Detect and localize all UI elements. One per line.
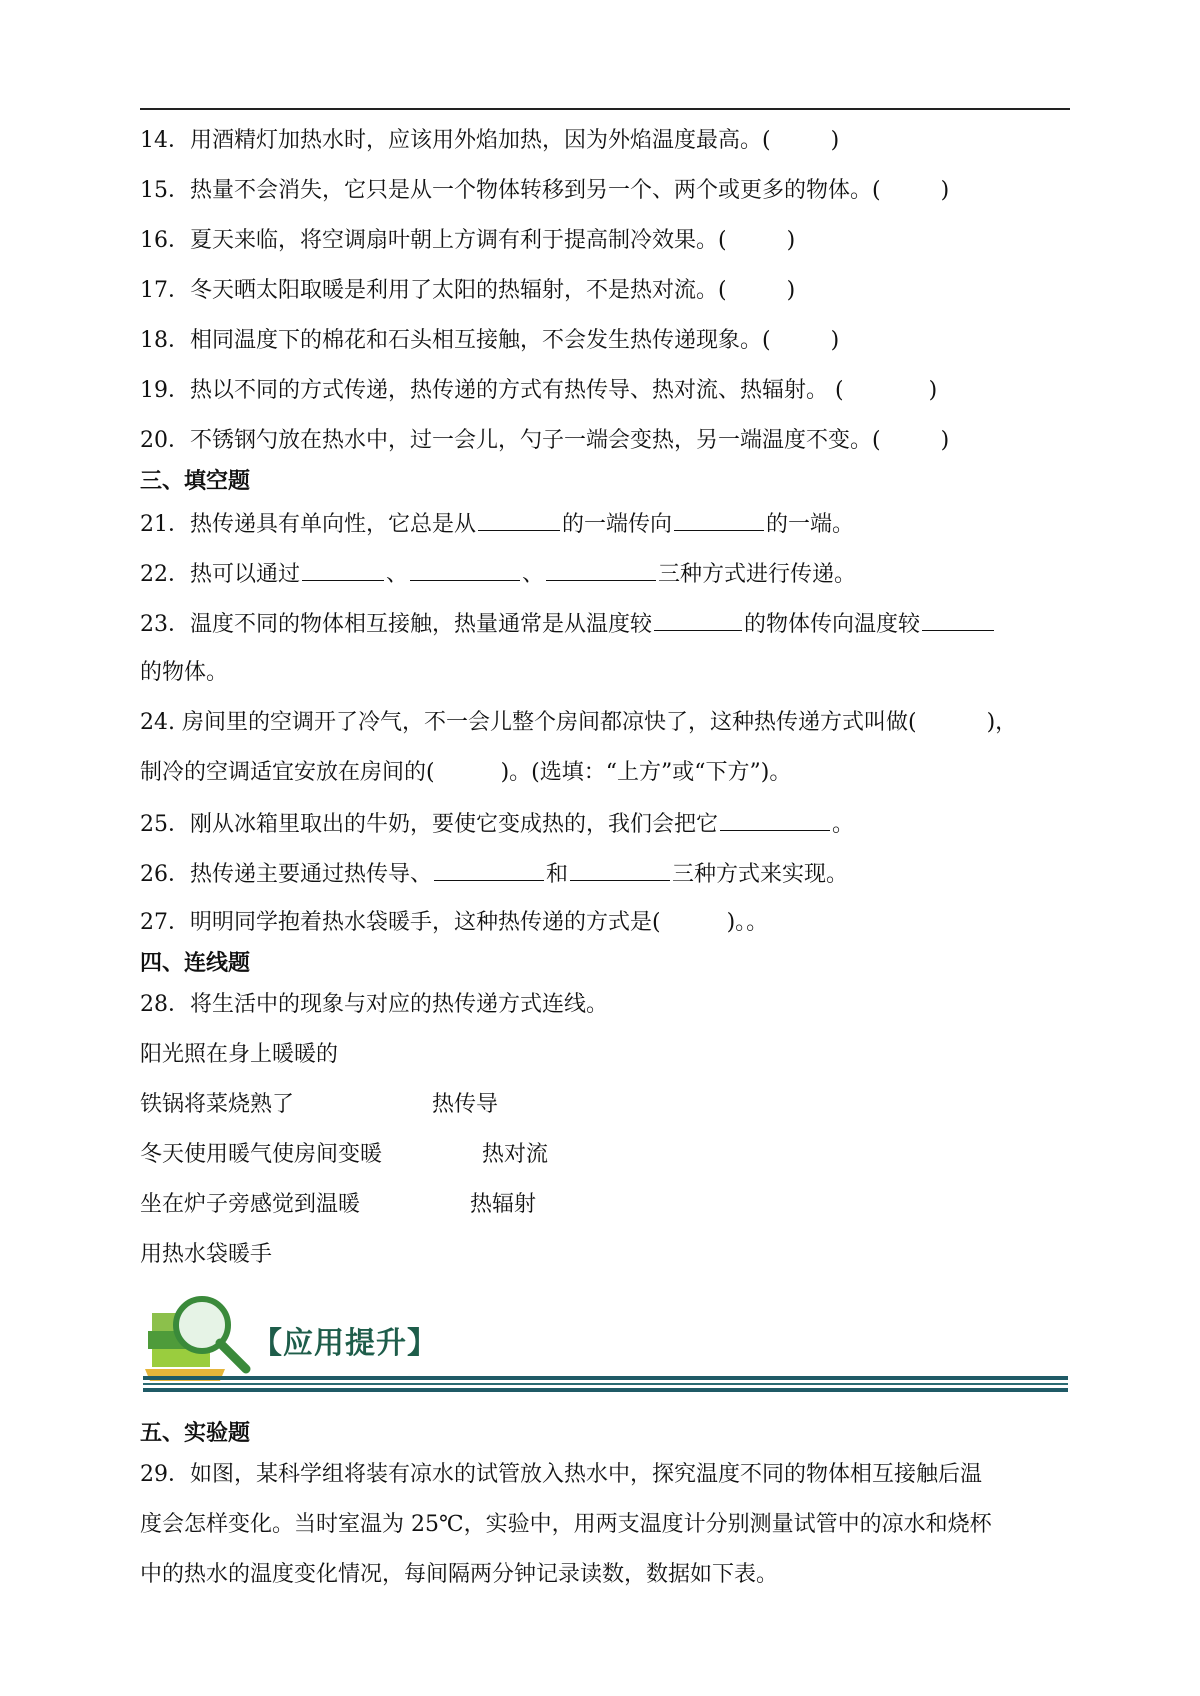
question-29-line2: 度会怎样变化。当时室温为 25℃，实验中，用两支温度计分别测量试管中的凉水和烧杯 xyxy=(140,1512,992,1537)
matching-left-item: 坐在炉子旁感觉到温暖 xyxy=(140,1192,361,1217)
question-22: 22．热可以通过 、 、 三种方式进行传递。 xyxy=(140,558,1070,590)
question-28-prompt: 28．将生活中的现象与对应的热传递方式连线。 xyxy=(140,992,608,1017)
question-15: 15．热量不会消失，它只是从一个物体转移到另一个、两个或更多的物体。( ) xyxy=(140,178,950,203)
question-26: 26．热传递主要通过热传导、 和 三种方式来实现。 xyxy=(140,858,1070,890)
question-16: 16．夏天来临，将空调扇叶朝上方调有利于提高制冷效果。( ) xyxy=(140,228,796,253)
matching-left-item: 冬天使用暖气使房间变暖 xyxy=(140,1142,383,1167)
matching-left-item: 用热水袋暖手 xyxy=(140,1242,273,1267)
banner-title: 【应用提升】 xyxy=(252,1326,438,1361)
matching-left-item: 阳光照在身上暖暖的 xyxy=(140,1042,339,1067)
section-title-experiment: 五、实验题 xyxy=(140,1420,251,1446)
matching-right-item: 热传导 xyxy=(432,1092,499,1117)
section-title-fill-blank: 三、填空题 xyxy=(140,468,251,494)
question-23-line1: 23．温度不同的物体相互接触，热量通常是从温度较 的物体传向温度较 xyxy=(140,608,1070,640)
question-21: 21．热传递具有单向性，它总是从 的一端传向 的一端。 xyxy=(140,508,1070,540)
section-title-matching: 四、连线题 xyxy=(140,950,251,976)
matching-right-item: 热辐射 xyxy=(470,1192,537,1217)
question-20: 20．不锈钢勺放在热水中，过一会儿，勺子一端会变热，另一端温度不变。( ) xyxy=(140,428,950,453)
question-27: 27．明明同学抱着热水袋暖手，这种热传递的方式是( )。。 xyxy=(140,910,769,935)
question-19: 19．热以不同的方式传递，热传递的方式有热传导、热对流、热辐射。 ( ) xyxy=(140,378,938,403)
question-14: 14．用酒精灯加热水时，应该用外焰加热，因为外焰温度最高。( ) xyxy=(140,128,840,153)
question-24-line1: 24. 房间里的空调开了冷气，不一会儿整个房间都凉快了，这种热传递方式叫做( )， xyxy=(140,710,1018,735)
question-29-line1: 29．如图，某科学组将装有凉水的试管放入热水中，探究温度不同的物体相互接触后温 xyxy=(140,1462,982,1487)
question-25: 25．刚从冰箱里取出的牛奶，要使它变成热的，我们会把它 。 xyxy=(140,808,1070,840)
matching-right-item: 热对流 xyxy=(482,1142,549,1167)
question-18: 18．相同温度下的棉花和石头相互接触，不会发生热传递现象。( ) xyxy=(140,328,840,353)
top-rule xyxy=(140,108,1070,110)
question-17: 17．冬天晒太阳取暖是利用了太阳的热辐射，不是热对流。( ) xyxy=(140,278,796,303)
question-24-line2: 制冷的空调适宜安放在房间的( )。(选填：“上方”或“下方”)。 xyxy=(140,760,792,785)
question-23-line2: 的物体。 xyxy=(140,660,229,685)
question-29-line3: 中的热水的温度变化情况，每间隔两分钟记录读数，数据如下表。 xyxy=(140,1562,779,1587)
banner-stripes xyxy=(143,1376,1068,1395)
matching-left-item: 铁锅将菜烧熟了 xyxy=(140,1092,295,1117)
magnifier-books-icon xyxy=(145,1299,246,1381)
